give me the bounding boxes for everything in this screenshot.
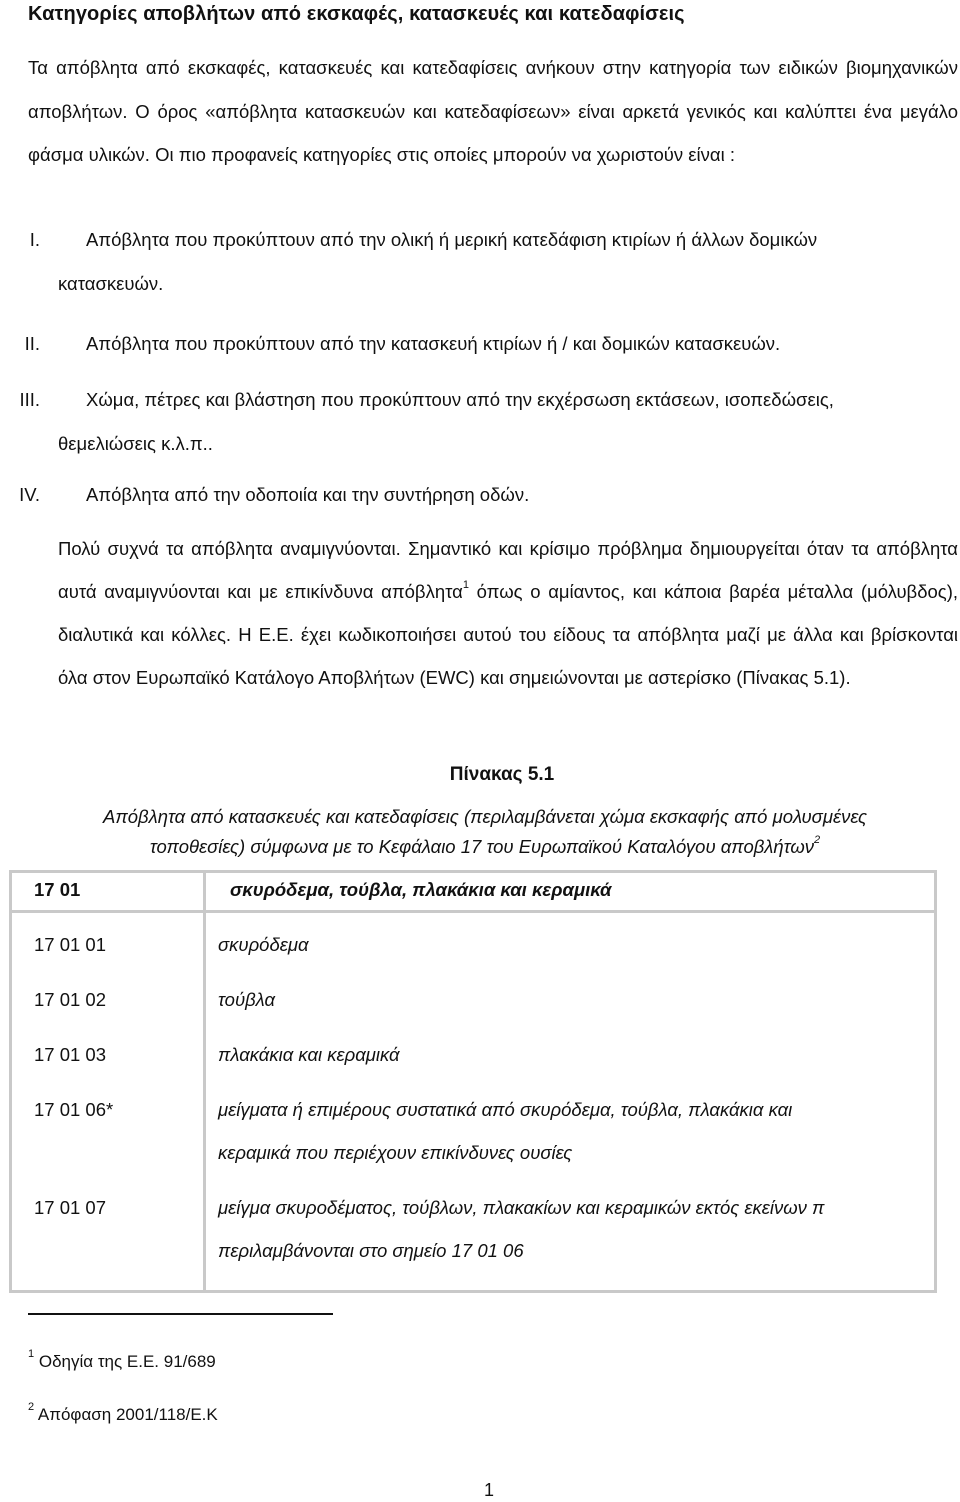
- waste-description: σκυρόδεμα: [218, 934, 309, 955]
- list-item-text-continued: κατασκευών.: [58, 273, 164, 294]
- table-header-description: σκυρόδεμα, τούβλα, πλακάκια και κεραμικά: [230, 879, 612, 900]
- list-item-number: III.: [19, 389, 40, 410]
- footnote-mark: 2: [28, 1401, 35, 1414]
- waste-description: πλακάκια και κεραμικά: [218, 1044, 400, 1065]
- table-title: Πίνακας 5.1: [449, 764, 555, 785]
- footnote-text: Απόφαση 2001/118/Ε.Κ: [34, 1405, 218, 1424]
- waste-description-continued: περιλαμβάνονται στο σημείο 17 01 06: [218, 1240, 524, 1261]
- list-item-text: Χώμα, πέτρες και βλάστηση που προκύπτουν από την εκχέρσωση εκτάσεων, ισοπεδώσεις,: [86, 389, 834, 410]
- footnote-mark: 1: [28, 1348, 35, 1361]
- section-heading: Κατηγορίες αποβλήτων από εκσκαφές, κατασκευές και κατεδαφίσεις: [28, 3, 685, 25]
- table-caption-line: [20, 832, 950, 862]
- list-item-text-continued: θεμελιώσεις κ.λ.π..: [58, 433, 213, 454]
- body-paragraph: [58, 527, 958, 699]
- footnote-ref-2: 2: [814, 833, 821, 846]
- waste-code: 17 01 07: [34, 1197, 107, 1218]
- waste-code: 17 01 03: [34, 1044, 107, 1065]
- footnote: [28, 1403, 218, 1427]
- footnote: [28, 1350, 216, 1374]
- waste-description: τούβλα: [218, 989, 276, 1010]
- list-item-number: II.: [24, 333, 40, 354]
- footnote-text: Οδηγία της Ε.Ε. 91/689: [34, 1352, 216, 1371]
- list-item-text: Απόβλητα που προκύπτουν από την κατασκευή κτιρίων ή / και δομικών κατασκευών.: [86, 333, 781, 354]
- body-paragraph-text: Πολύ συχνά τα απόβλητα αναμιγνύονται. Σημαντικό και κρίσιμο πρόβλημα δημιουργείται όταν τα απόβλητα αυτά αναμιγνύονται και με επικίνδυνα απόβλητα: [58, 538, 958, 602]
- waste-code-table: [9, 870, 937, 1293]
- table-header-divider: [12, 910, 934, 913]
- waste-code: 17 01 06*: [34, 1099, 114, 1120]
- table-caption-text: τοποθεσίες) σύμφωνα με το Κεφάλαιο 17 του Ευρωπαϊκού Καταλόγου αποβλήτων: [149, 836, 814, 857]
- waste-code: 17 01 01: [34, 934, 107, 955]
- waste-description-continued: κεραμικά που περιέχουν επικίνδυνες ουσίες: [218, 1142, 573, 1163]
- table-caption: [20, 802, 950, 862]
- table-header-code: 17 01: [34, 879, 81, 900]
- page-number: 1: [483, 1480, 494, 1500]
- list-item-text: Απόβλητα από την οδοποιία και την συντήρηση οδών.: [86, 484, 530, 505]
- waste-description: μείγματα ή επιμέρους συστατικά από σκυρόδεμα, τούβλα, πλακάκια και: [218, 1099, 793, 1120]
- footnote-ref-1: 1: [462, 578, 469, 591]
- intro-paragraph: Τα απόβλητα από εκσκαφές, κατασκευές και κατεδαφίσεις ανήκουν στην κατηγορία των ειδικών βιομηχανικών αποβλήτων. Ο όρος «απόβλητα κατασκευών και κατεδαφίσεων» είναι αρκετά γενικός και καλύπτει ένα μεγάλο φάσμα υλικών. Οι πιο προφανείς κατηγορίες στις οποίες μπορούν να χωριστούν είναι :: [28, 57, 958, 165]
- waste-description: μείγμα σκυροδέματος, τούβλων, πλακακίων και κεραμικών εκτός εκείνων π: [218, 1197, 825, 1218]
- table-column-divider: [203, 873, 206, 1290]
- list-item-number: I.: [29, 229, 40, 250]
- table-caption-line: Απόβλητα από κατασκευές και κατεδαφίσεις (περιλαμβάνεται χώμα εκσκαφής από μολυσμένες: [103, 806, 867, 827]
- list-item-number: IV.: [19, 484, 40, 505]
- list-item-text: Απόβλητα που προκύπτουν από την ολική ή μερική κατεδάφιση κτιρίων ή άλλων δομικών: [86, 229, 818, 250]
- body-paragraph-text-continued: όπως ο αμίαντος, και κάποια βαρέα μέταλλα (μόλυβδος), διαλυτικά και κόλλες. Η Ε.Ε. έχει κωδικοποιήσει αυτού του είδους τα απόβλητα μαζί με άλλα και βρίσκονται όλα στον Ευρωπαϊκό Κατάλογο Αποβλήτων (EWC) και σημειώνονται με αστερίσκο (Πίνακας 5.1).: [58, 581, 959, 688]
- footnote-separator: [28, 1313, 333, 1315]
- waste-code: 17 01 02: [34, 989, 107, 1010]
